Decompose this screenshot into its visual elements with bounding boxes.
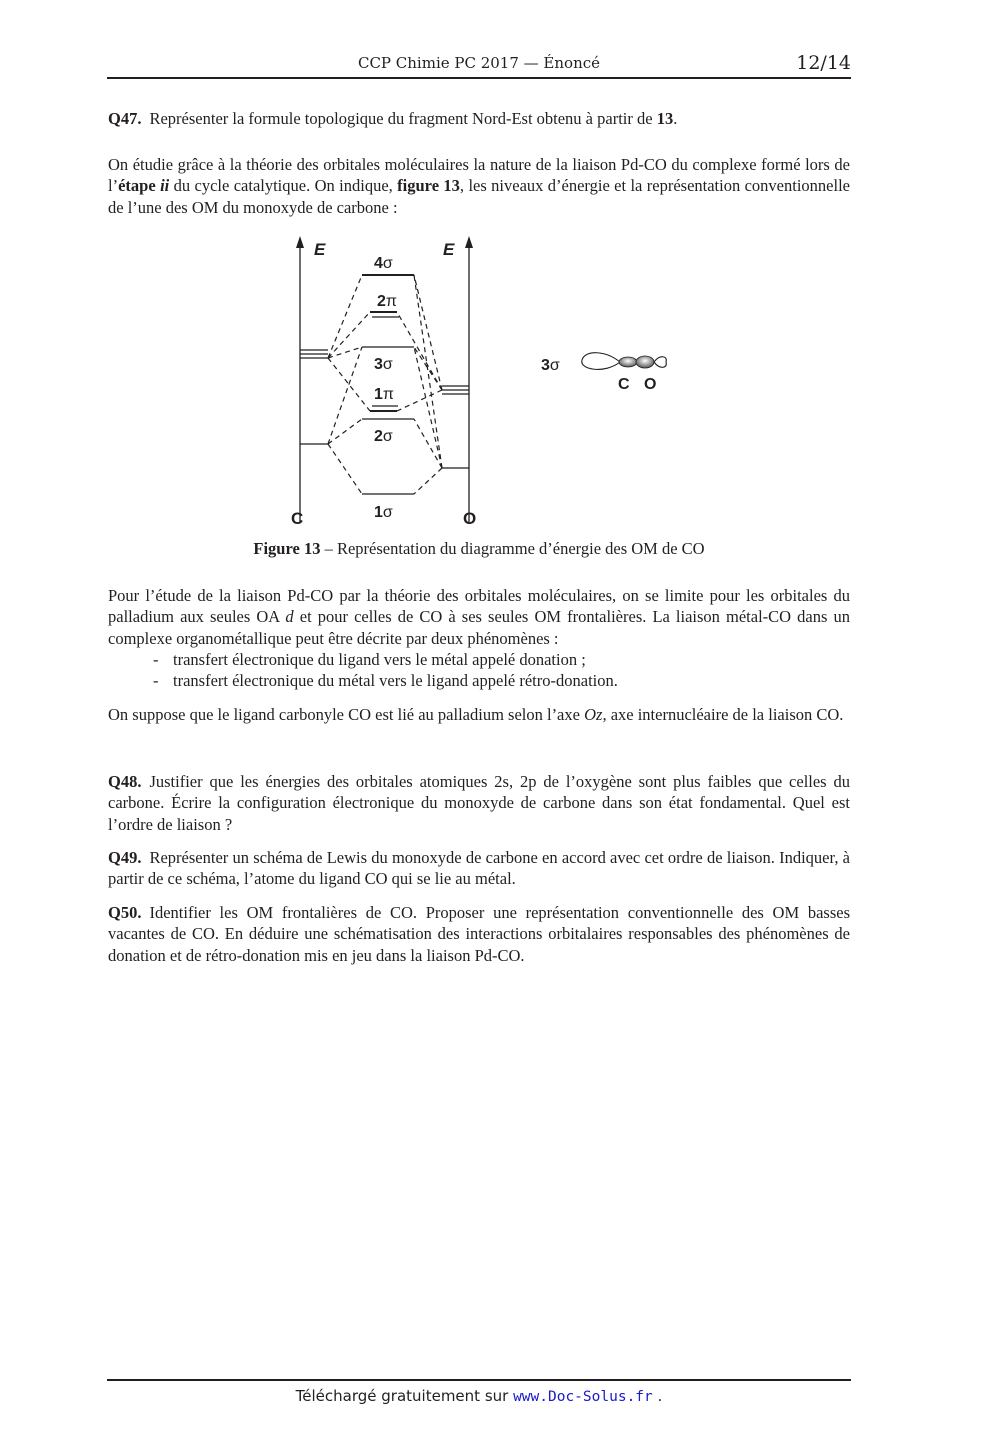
bullet-dash: -: [153, 650, 159, 669]
energy-axis-right: [465, 236, 473, 522]
intro-text-1: On étudie grâce à la théorie des orbitales moléculaires la nature de la liaison Pd-CO du complexe formé lors de l’: [108, 155, 850, 196]
question-label: Q48.: [108, 772, 142, 791]
axis-text-2: , axe internucléaire de la liaison CO.: [602, 705, 844, 724]
mo-diagram-figure: [285, 232, 705, 532]
mo-label-2pi: 2π: [377, 293, 397, 310]
page-footer: [107, 1387, 851, 1405]
phenomena-list: [153, 649, 853, 692]
list-item-text: transfert électronique du ligand vers le métal appelé donation ;: [173, 650, 586, 669]
question-q50: [108, 902, 850, 966]
orbital-atom-c: C: [618, 376, 630, 393]
intro-bold-step: étape: [118, 176, 161, 196]
figure-caption-label: Figure 13: [253, 539, 321, 558]
orbital-d: d: [285, 607, 294, 627]
footer-punctuation: .: [652, 1387, 663, 1405]
energy-axis-left: [296, 236, 304, 522]
mo-label-1sigma: 1σ: [374, 504, 393, 521]
intro-step-number: ii: [160, 176, 170, 196]
question-q48: [108, 771, 850, 835]
list-item-text: transfert électronique du métal vers le ligand appelé rétro-donation.: [173, 671, 618, 691]
list-item: [153, 649, 853, 670]
pdco-paragraph: [108, 585, 850, 649]
page-number: 12/14: [796, 52, 851, 74]
question-text: Représenter la formule topologique du fragment Nord-Est obtenu à partir de: [149, 109, 657, 128]
question-label: Q50.: [108, 903, 142, 922]
question-text: Identifier les OM frontalières de CO. Proposer une représentation conventionnelle des OM basses vacantes de CO. En déduire une schématisation des interactions orbitalaires responsables des phénomènes de donation et de rétro-donation mis en jeu dans la liaison Pd-CO.: [108, 903, 850, 965]
figure-caption-text: – Représentation du diagramme d’énergie des OM de CO: [320, 539, 705, 558]
page-header: [107, 52, 851, 76]
atom-label-oxygen: O: [463, 509, 477, 528]
axis-text-1: On suppose que le ligand carbonyle CO est lié au palladium selon l’axe: [108, 705, 585, 724]
mo-label-4sigma: 4σ: [374, 255, 393, 272]
footer-divider: [107, 1379, 851, 1381]
axis-paragraph: [108, 704, 850, 725]
header-divider: [107, 77, 851, 79]
doc-solus-link[interactable]: www.Doc-Solus.fr: [513, 1389, 653, 1405]
punctuation: .: [673, 109, 678, 128]
header-title: CCP Chimie PC 2017 — Énoncé: [357, 54, 601, 72]
axis-label-left: E: [314, 240, 326, 259]
intro-paragraph: [108, 154, 850, 218]
figure-caption: [108, 539, 850, 559]
pdco-text-2: et pour celles de CO à ses seules OM frontalières. La liaison métal-CO dans un complexe organométallique peut être décrite par deux phénomènes :: [108, 607, 850, 648]
question-label: Q47.: [108, 109, 142, 128]
axis-oz: Oz: [584, 705, 603, 724]
question-q47: [108, 108, 850, 129]
footer-text: Téléchargé gratuitement sur: [295, 1387, 514, 1405]
question-q49: [108, 847, 850, 890]
mo-label-3sigma: 3σ: [374, 356, 393, 373]
orbital-sketch-label: 3σ: [541, 357, 560, 374]
mo-label-2sigma: 2σ: [374, 428, 393, 445]
intro-text-3: , les niveaux d’énergie et la représentation conventionnelle de l’une des OM du monoxyde de carbone :: [108, 176, 850, 217]
orbital-atom-o: O: [644, 376, 657, 393]
mo-label-1pi: 1π: [374, 386, 394, 403]
oxygen-ao-levels: [442, 386, 469, 468]
intro-text-2: du cycle catalytique. On indique,: [169, 176, 398, 196]
carbon-ao-levels: [300, 350, 328, 444]
compound-ref: 13: [656, 109, 674, 128]
list-item: [153, 670, 853, 691]
question-label: Q49.: [108, 848, 142, 867]
question-text: Représenter un schéma de Lewis du monoxyde de carbone en accord avec cet ordre de liaison. Indiquer, à partir de ce schéma, l’atome du ligand CO qui se lie au métal.: [108, 848, 850, 889]
bullet-dash: -: [153, 671, 159, 691]
atom-label-carbon: C: [291, 509, 304, 528]
question-text: Justifier que les énergies des orbitales atomiques 2s, 2p de l’oxygène sont plus faibles que celles du carbone. Écrire la configuration électronique du monoxyde de carbone dans son état fondamental. Quel est l’ordre de liaison ?: [108, 772, 850, 834]
pdco-text-1: Pour l’étude de la liaison Pd-CO par la théorie des orbitales moléculaires, on se limite pour les orbitales du palladium aux seules OA: [108, 586, 850, 627]
axis-label-right: E: [443, 240, 455, 259]
mo-energy-diagram: [285, 232, 705, 532]
orbital-3sigma-sketch: [541, 353, 666, 393]
figure-ref: figure 13: [397, 176, 460, 196]
